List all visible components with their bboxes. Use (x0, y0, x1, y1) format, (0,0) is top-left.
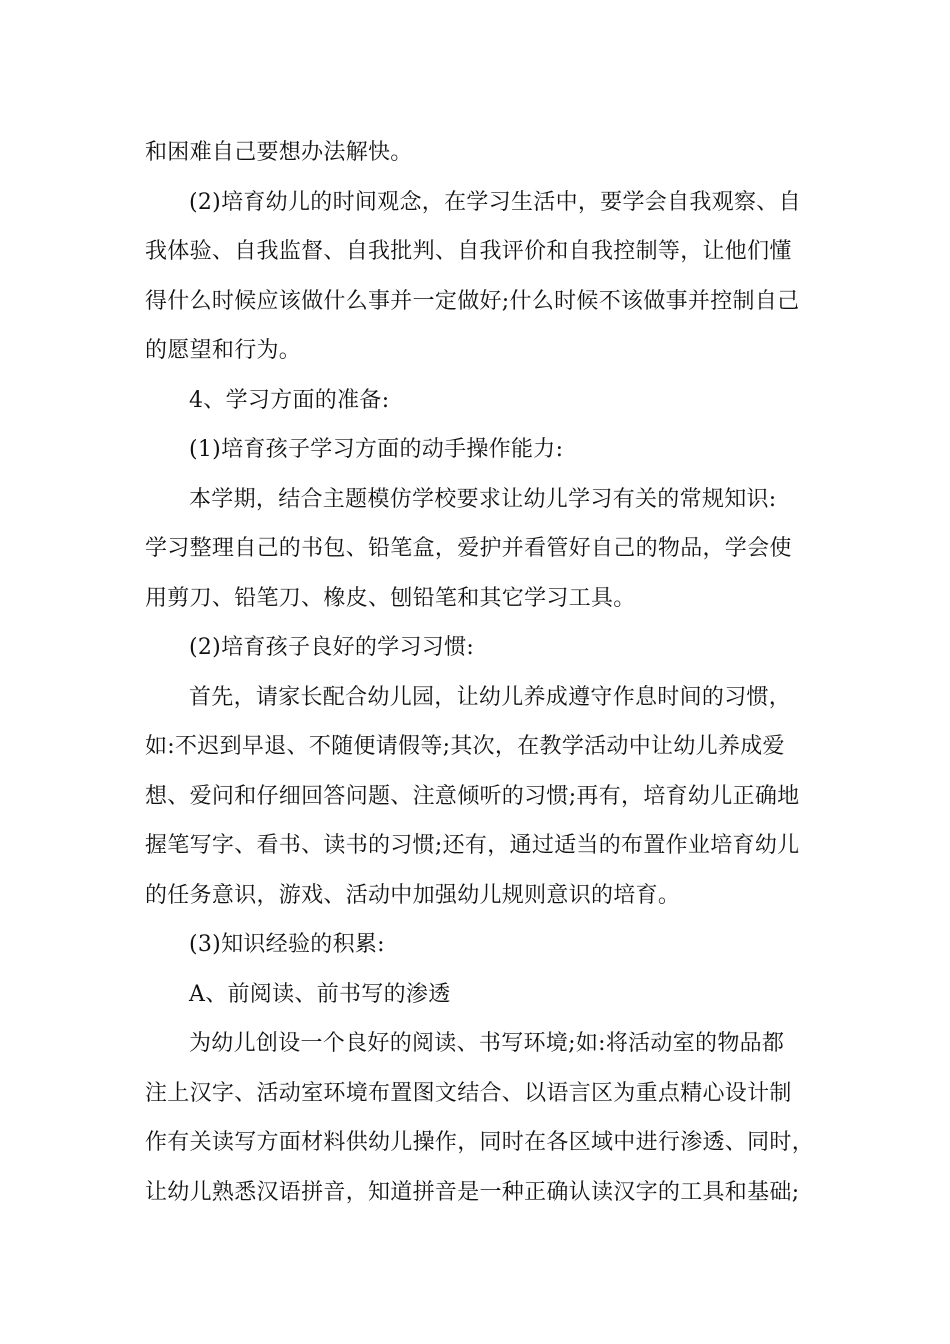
text-line: 的任务意识，游戏、活动中加强幼儿规则意识的培育。 (145, 882, 681, 908)
section-heading: 4、学习方面的准备: (189, 387, 390, 413)
text-line: 注上汉字、活动室环境布置图文结合、以语言区为重点精心设计制 (145, 1080, 792, 1106)
document-body (145, 128, 825, 1217)
text-line: 的愿望和行为。 (145, 338, 302, 363)
text-line: 想、爱问和仔细回答问题、注意倾听的习惯;再有，培育幼儿正确地 (145, 783, 800, 809)
text-line: 本学期，结合主题模仿学校要求让幼儿学习有关的常规知识: (189, 486, 777, 512)
text-line: 让幼儿熟悉汉语拼音，知道拼音是一种正确认读汉字的工具和基础; (145, 1179, 800, 1205)
text-line: 握笔写字、看书、读书的习惯;还有，通过适当的布置作业培育幼儿 (145, 833, 800, 858)
text-line: 如:不迟到早退、不随便请假等;其次，在教学活动中让幼儿养成爱 (145, 734, 785, 759)
subsection-heading: (1)培育孩子学习方面的动手操作能力: (189, 437, 564, 462)
subsection-heading: (3)知识经验的积累: (189, 932, 385, 957)
text-line: 作有关读写方面材料供幼儿操作，同时在各区域中进行渗透、同时， (145, 1130, 815, 1155)
text-line: 我体验、自我监督、自我批判、自我评价和自我控制等，让他们懂 (145, 239, 792, 264)
text-line: 用剪刀、铅笔刀、橡皮、刨铅笔和其它学习工具。 (145, 585, 636, 611)
text-line: (2)培育幼儿的时间观念，在学习生活中，要学会自我观察、自 (189, 189, 801, 215)
subsection-heading: (2)培育孩子良好的学习习惯: (189, 635, 475, 660)
text-line: 首先，请家长配合幼儿园，让幼儿养成遵守作息时间的习惯， (189, 684, 792, 710)
text-line: 为幼儿创设一个良好的阅读、书写环境;如:将活动室的物品都 (189, 1031, 785, 1056)
text-line: 和困难自己要想办法解快。 (145, 140, 413, 165)
item-heading: A、前阅读、前书写的渗透 (189, 981, 451, 1007)
text-line: 学习整理自己的书包、铅笔盒，爱护并看管好自己的物品，学会使 (145, 536, 792, 561)
text-line: 得什么时候应该做什么事并一定做好;什么时候不该做事并控制自己 (145, 288, 800, 314)
